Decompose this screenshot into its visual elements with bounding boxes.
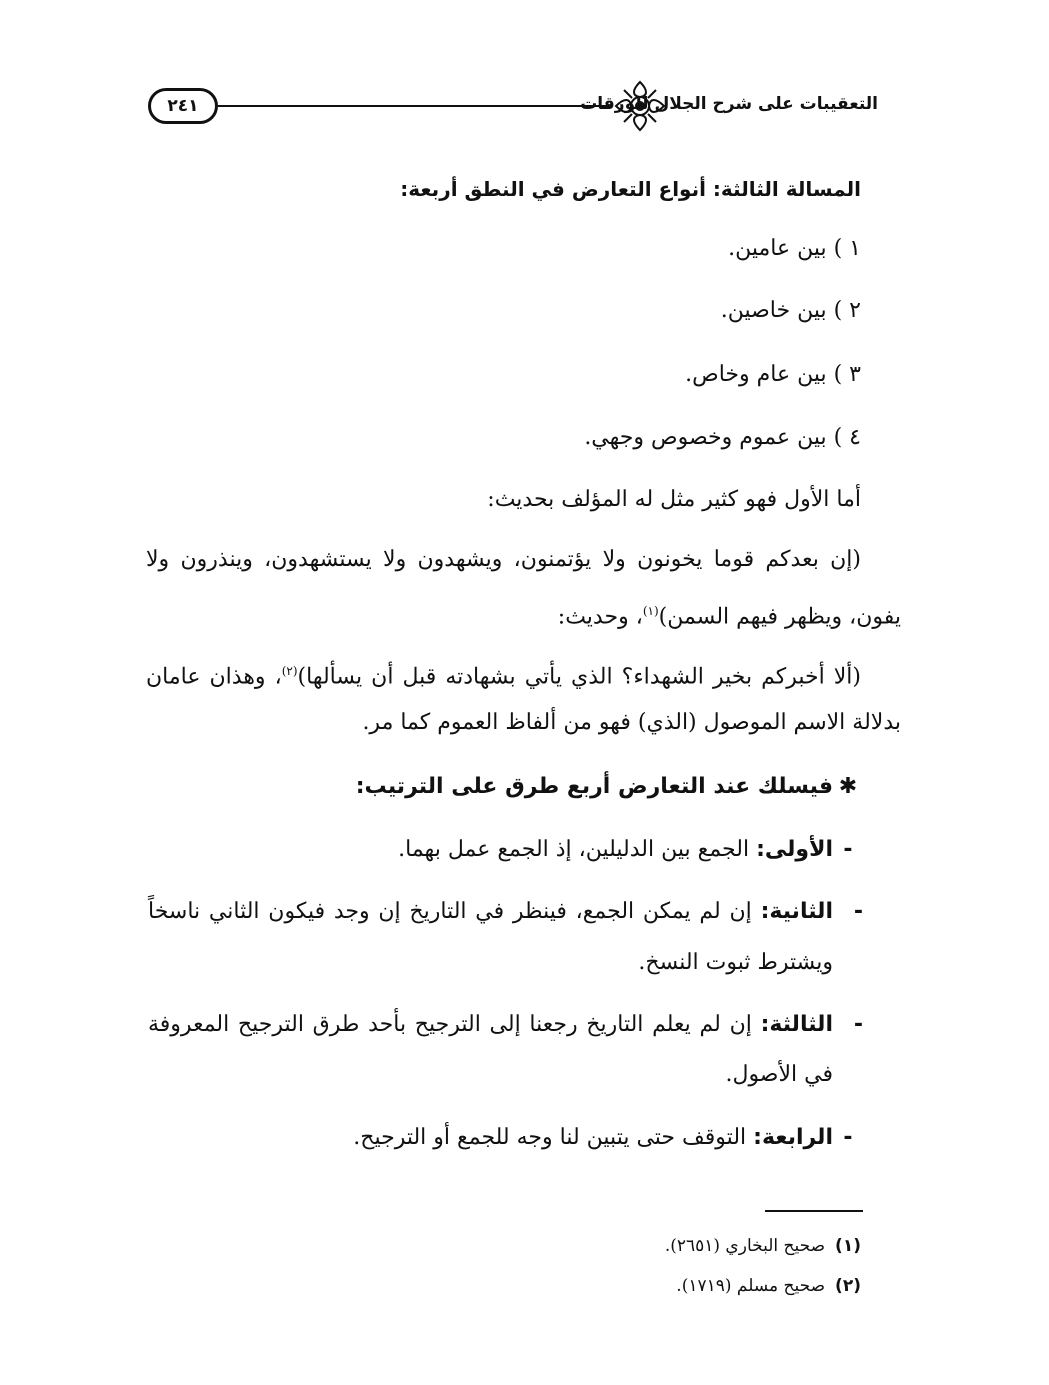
method-4-label: الرابعة: bbox=[753, 1125, 833, 1150]
type-item-1: ١ ) بين عامين. bbox=[728, 236, 861, 261]
method-2-label: الثانية: bbox=[760, 899, 833, 924]
hadith-2-text: (ألا أخبركم بخير الشهداء؟ الذي يأتي بشهادته قبل أن يسألها) bbox=[297, 664, 862, 690]
method-1-text: الجمع بين الدليلين، إذ الجمع عمل بهما. bbox=[398, 837, 750, 862]
method-3-label: الثالثة: bbox=[760, 1012, 833, 1037]
page-number: ٢٤١ bbox=[148, 88, 218, 124]
hadith-2-line-1 bbox=[146, 656, 861, 692]
hadith-2-line-2: بدلالة الاسم الموصول (الذي) فهو من ألفاظ العموم كما مر. bbox=[362, 710, 901, 735]
header-rule bbox=[218, 105, 613, 107]
footnote-ref-1: (١) bbox=[642, 604, 659, 618]
page-header bbox=[148, 78, 878, 138]
dash-marker: - bbox=[843, 1125, 853, 1150]
asterisk-icon: ✱ bbox=[838, 774, 858, 799]
type-item-4: ٤ ) بين عموم وخصوص وجهي. bbox=[584, 425, 861, 450]
footnote-separator bbox=[765, 1210, 863, 1212]
hadith-1-tail: ، وحديث: bbox=[557, 604, 643, 630]
hadith-2-tail: ، وهذان عامان bbox=[146, 664, 282, 690]
running-title: التعقيبات على شرح الجلال للورقات bbox=[580, 94, 878, 114]
type-item-3: ٣ ) بين عام وخاص. bbox=[685, 362, 861, 387]
method-3 bbox=[148, 1010, 863, 1040]
method-3-text: إن لم يعلم التاريخ رجعنا إلى الترجيح بأحد طرق الترجيح المعروفة bbox=[148, 1012, 752, 1037]
methods-intro: ✱فيسلك عند التعارض أربع طرق على الترتيب: bbox=[356, 772, 863, 802]
dash-marker: - bbox=[843, 837, 853, 862]
hadith-1-text: يفون، ويظهر فيهم السمن) bbox=[658, 604, 901, 630]
method-4 bbox=[353, 1123, 863, 1153]
method-1-label: الأولى: bbox=[756, 837, 833, 862]
section-heading: المسالة الثالثة: أنواع التعارض في النطق أربعة: bbox=[400, 177, 861, 201]
method-1 bbox=[398, 835, 863, 865]
dash-marker: - bbox=[853, 899, 863, 924]
intro-paragraph: أما الأول فهو كثير مثل له المؤلف بحديث: bbox=[487, 487, 861, 512]
type-item-2: ٢ ) بين خاصين. bbox=[720, 298, 861, 323]
method-3-continuation: في الأصول. bbox=[725, 1062, 833, 1087]
footnote-2: (٢)صحيح مسلم (١٧١٩). bbox=[676, 1276, 861, 1296]
footnote-1: (١)صحيح البخاري (٢٦٥١). bbox=[664, 1236, 861, 1256]
method-4-text: التوقف حتى يتبين لنا وجه للجمع أو الترجيح. bbox=[353, 1125, 747, 1150]
hadith-1-line-2 bbox=[558, 596, 901, 632]
method-2-continuation: ويشترط ثبوت النسخ. bbox=[638, 950, 833, 975]
method-2-text: إن لم يمكن الجمع، فينظر في التاريخ إن وجد فيكون الثاني ناسخاً bbox=[148, 899, 752, 924]
footnote-ref-2: (٢) bbox=[281, 664, 298, 678]
dash-marker: - bbox=[853, 1012, 863, 1037]
hadith-1-line-1: (إن بعدكم قوما يخونون ولا يؤتمنون، ويشهدون ولا يستشهدون، وينذرون ولا bbox=[146, 547, 861, 572]
method-2 bbox=[148, 897, 863, 927]
